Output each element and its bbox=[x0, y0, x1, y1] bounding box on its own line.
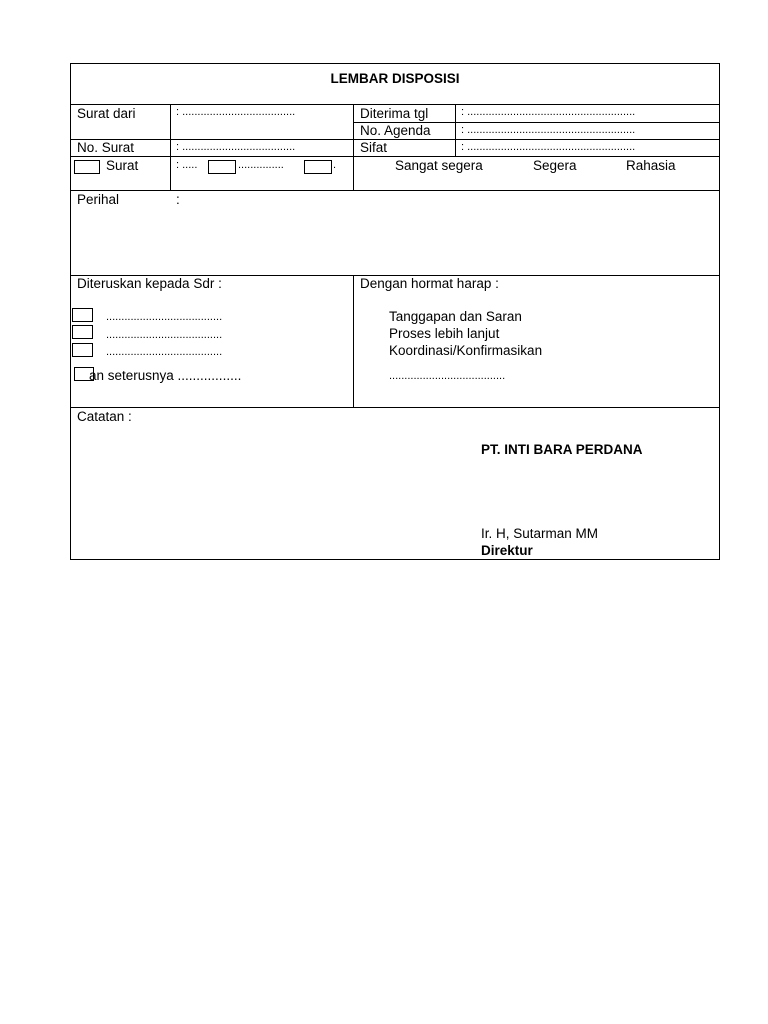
frame-left bbox=[70, 63, 71, 560]
grid-line bbox=[353, 104, 354, 191]
company-name: PT. INTI BARA PERDANA bbox=[481, 442, 643, 457]
field-surat-c: . bbox=[333, 159, 337, 171]
grid-line bbox=[353, 275, 354, 408]
field-surat-b: ............... bbox=[238, 159, 284, 171]
recipient-checkbox-3[interactable] bbox=[72, 343, 93, 357]
form-title: LEMBAR DISPOSISI bbox=[330, 71, 460, 86]
hormat-item-proses[interactable]: Proses lebih lanjut bbox=[389, 326, 500, 341]
signatory-name: Ir. H, Sutarman MM bbox=[481, 526, 599, 541]
recipient-line-etc[interactable]: an seterusnya ................. bbox=[89, 368, 242, 383]
hormat-item-other[interactable]: ...................................... bbox=[389, 370, 506, 382]
recipient-checkbox-2[interactable] bbox=[72, 325, 93, 339]
grid-line bbox=[70, 407, 720, 408]
grid-line bbox=[70, 104, 720, 105]
grid-line bbox=[455, 104, 456, 157]
grid-line bbox=[170, 104, 171, 191]
label-surat-dari: Surat dari bbox=[77, 106, 136, 121]
sifat-option-rahasia[interactable]: Rahasia bbox=[626, 158, 676, 173]
recipient-line-1[interactable]: ...................................... bbox=[106, 311, 223, 323]
signatory-position: Direktur bbox=[481, 543, 533, 558]
grid-line bbox=[70, 139, 720, 140]
recipient-checkbox-1[interactable] bbox=[72, 308, 93, 322]
label-sifat: Sifat bbox=[360, 140, 388, 155]
label-diteruskan: Diteruskan kepada Sdr : bbox=[77, 276, 222, 291]
field-no-surat[interactable]: : ..................................... bbox=[176, 141, 296, 153]
field-surat-dari[interactable]: : ..................................... bbox=[176, 106, 296, 118]
label-no-agenda: No. Agenda bbox=[360, 123, 431, 138]
surat-checkbox-1[interactable] bbox=[208, 160, 236, 174]
label-catatan: Catatan : bbox=[77, 409, 132, 424]
recipient-line-2[interactable]: ...................................... bbox=[106, 329, 223, 341]
hormat-item-tanggapan[interactable]: Tanggapan dan Saran bbox=[389, 309, 522, 324]
recipient-line-3[interactable]: ...................................... bbox=[106, 346, 223, 358]
field-diterima-tgl[interactable]: : ....................................................... bbox=[461, 106, 636, 118]
sifat-option-sangat-segera[interactable]: Sangat segera bbox=[395, 158, 483, 173]
grid-line bbox=[70, 190, 720, 191]
grid-line bbox=[70, 156, 720, 157]
surat-type-checkbox[interactable] bbox=[74, 160, 100, 174]
frame-right bbox=[719, 63, 720, 560]
label-hormat: Dengan hormat harap : bbox=[360, 276, 499, 291]
sifat-option-segera[interactable]: Segera bbox=[533, 158, 577, 173]
field-sifat[interactable]: : ....................................................... bbox=[461, 141, 636, 153]
field-no-agenda[interactable]: : ....................................................... bbox=[461, 124, 636, 136]
label-surat: Surat bbox=[106, 158, 139, 173]
label-diterima-tgl: Diterima tgl bbox=[360, 106, 429, 121]
frame-bottom bbox=[70, 559, 720, 560]
surat-checkbox-2[interactable] bbox=[304, 160, 332, 174]
field-surat-a: : ..... bbox=[176, 159, 198, 171]
hormat-item-koordinasi[interactable]: Koordinasi/Konfirmasikan bbox=[389, 343, 543, 358]
label-perihal: Perihal bbox=[77, 192, 120, 207]
perihal-colon: : bbox=[176, 192, 180, 207]
frame-top bbox=[70, 63, 720, 64]
label-no-surat: No. Surat bbox=[77, 140, 135, 155]
